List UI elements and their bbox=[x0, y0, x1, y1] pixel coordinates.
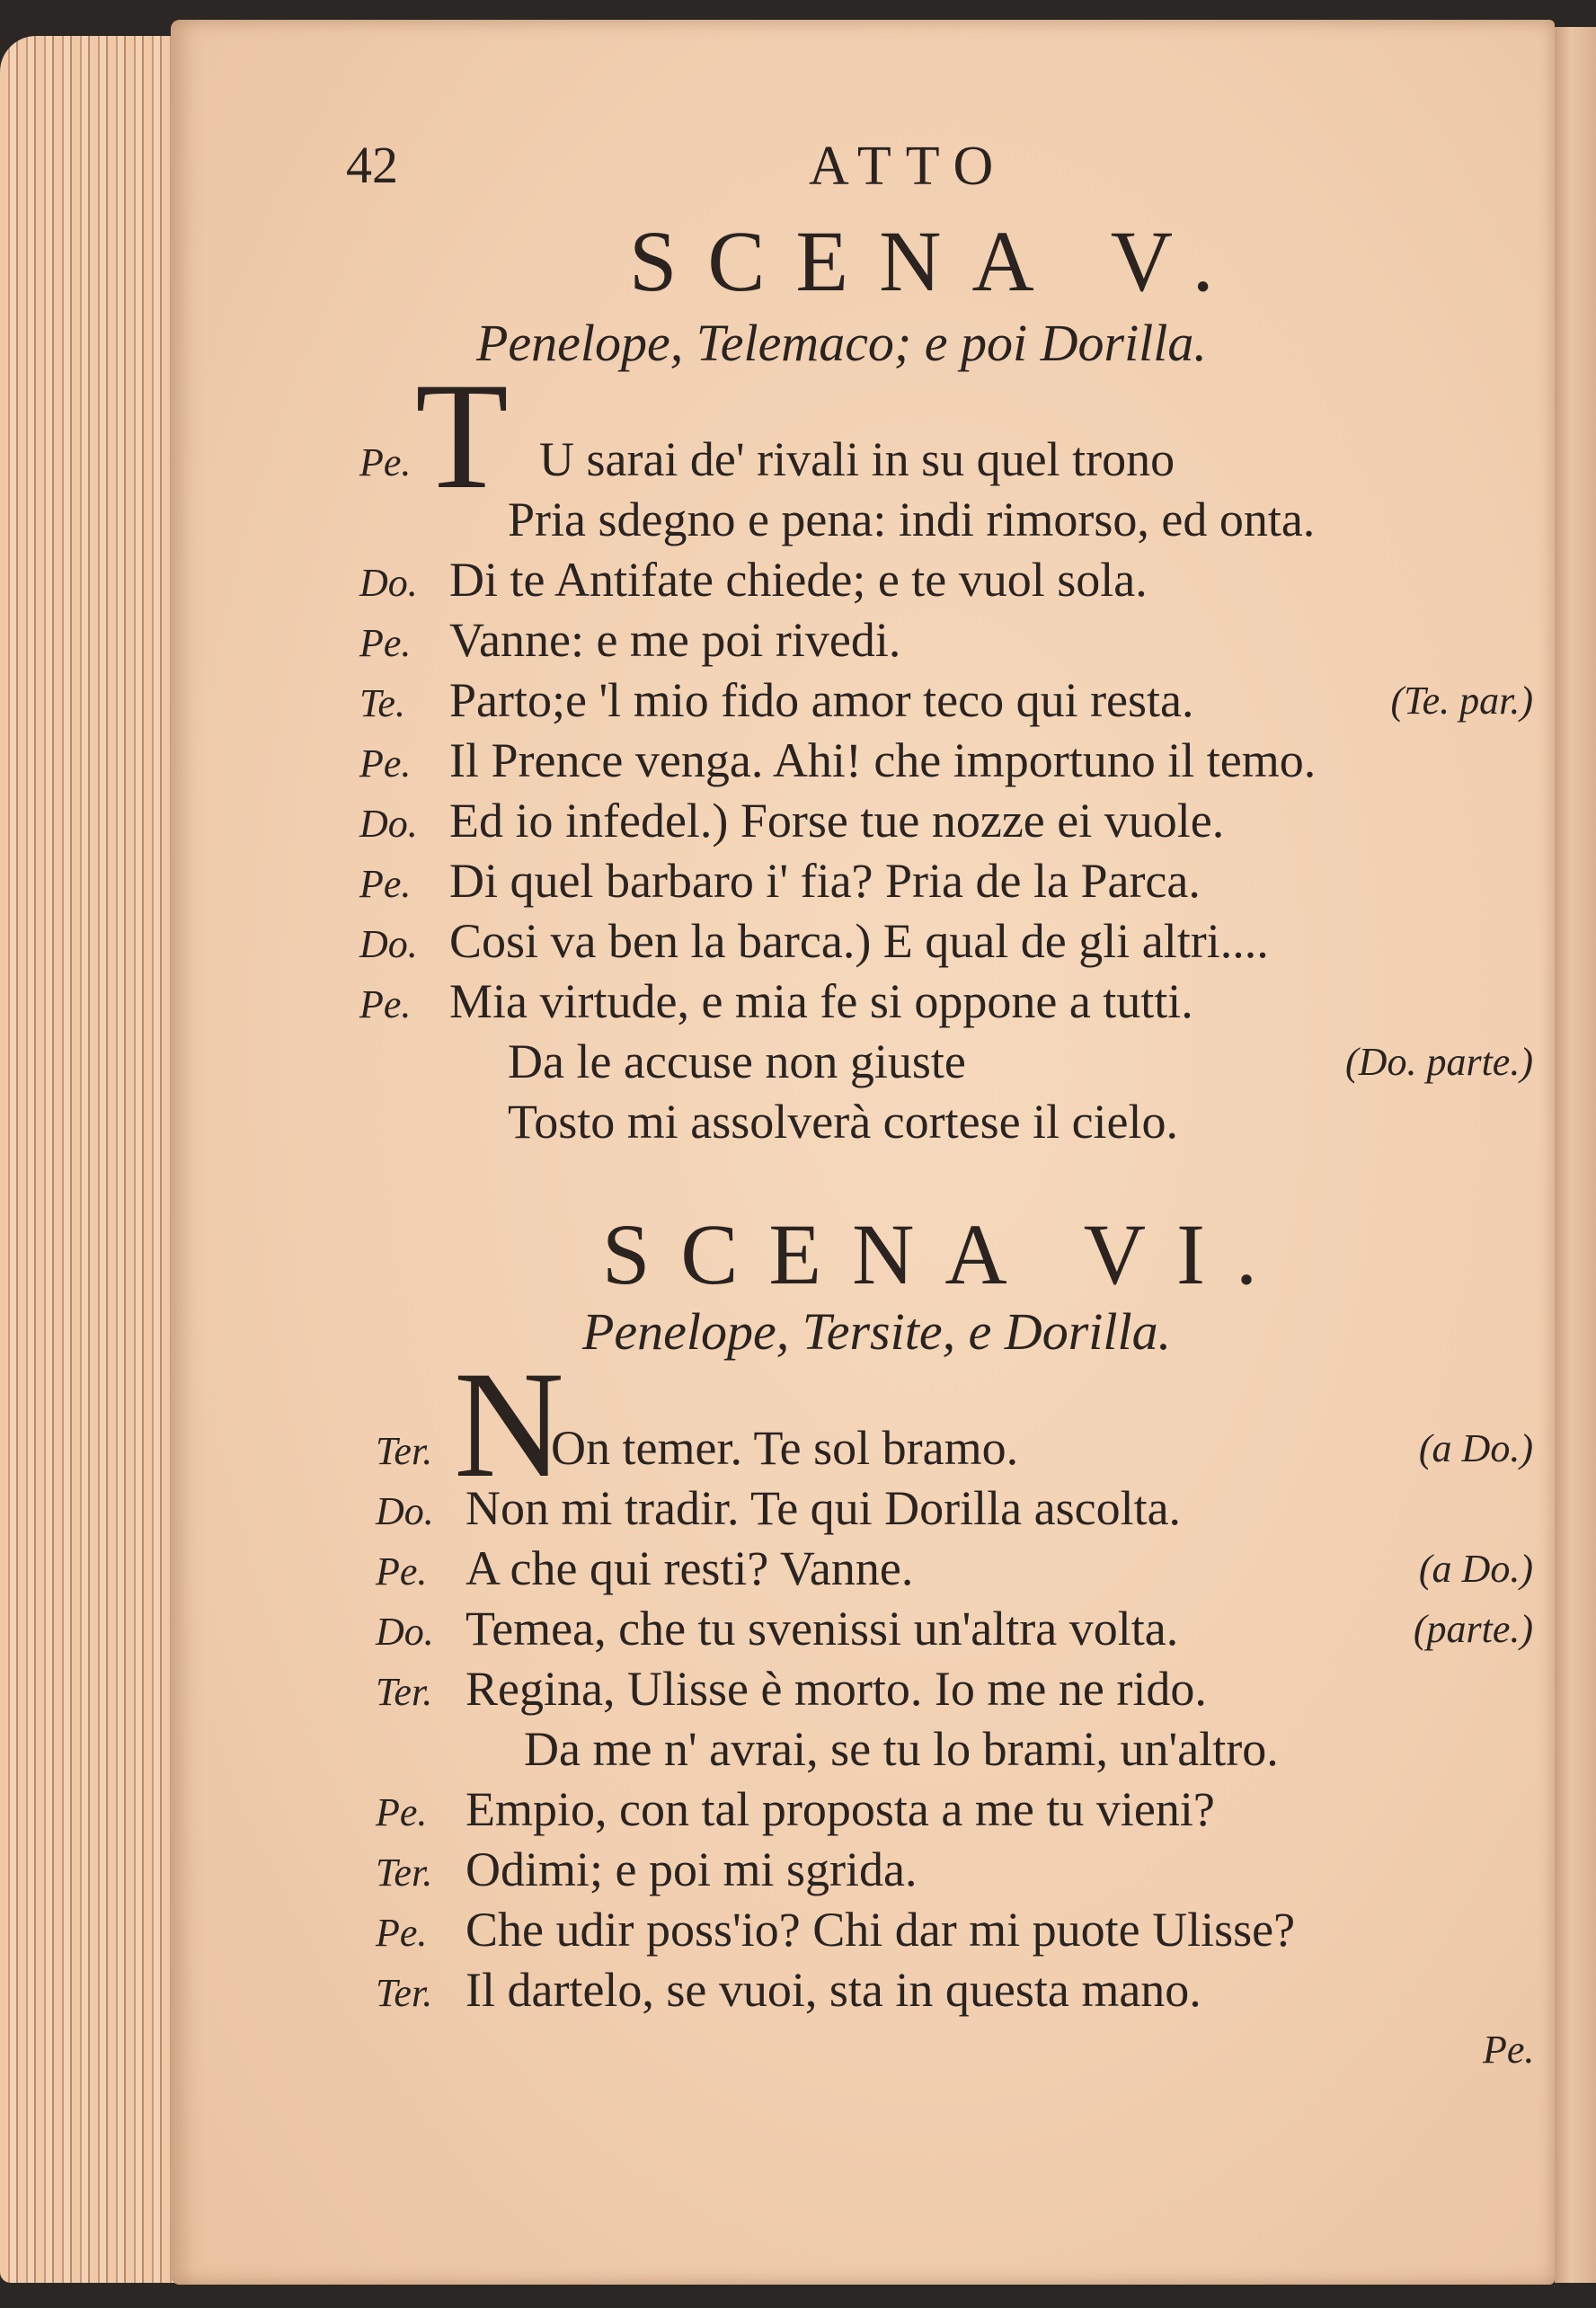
verse-line bbox=[359, 853, 1201, 909]
speaker-abbrev: Pe. bbox=[359, 741, 412, 786]
stage-direction: (a Do.) bbox=[1418, 1547, 1533, 1591]
speaker-abbrev: Pe. bbox=[359, 862, 412, 906]
verse-line bbox=[376, 1842, 917, 1897]
verse-text: Mia virtude, e mia fe si oppone a tutti. bbox=[449, 974, 1193, 1028]
verse-text: Temea, che tu svenissi un'altra volta. bbox=[466, 1602, 1179, 1656]
verse-text: Il dartelo, se vuoi, sta in questa mano. bbox=[466, 1963, 1201, 2017]
catchword: Pe. bbox=[1483, 2028, 1535, 2072]
stacked-page-edges bbox=[0, 36, 198, 2283]
verse-text: Non mi tradir. Te qui Dorilla ascolta. bbox=[466, 1481, 1182, 1535]
verse-text: Cosi va ben la barca.) E qual de gli altri.... bbox=[449, 914, 1269, 968]
verse-text: Tosto mi assolverà cortese il cielo. bbox=[508, 1095, 1179, 1149]
verse-line bbox=[376, 1420, 1018, 1476]
scene-6-heading: SCENA VI. bbox=[602, 1206, 1288, 1302]
verse-line bbox=[376, 1902, 1295, 1957]
verse-text: On temer. Te sol bramo. bbox=[551, 1421, 1019, 1475]
speaker-abbrev: Ter. bbox=[376, 1851, 433, 1895]
verse-line bbox=[376, 1962, 1201, 2018]
verse-line bbox=[359, 612, 900, 668]
verse-text: Vanne: e me poi rivedi. bbox=[449, 613, 901, 667]
verse-text: Da me n' avrai, se tu lo brami, un'altro. bbox=[524, 1722, 1279, 1776]
speaker-abbrev: Pe. bbox=[359, 440, 412, 484]
speaker-abbrev: Ter. bbox=[376, 1429, 433, 1473]
verse-text: Parto;e 'l mio fido amor teco qui resta. bbox=[449, 673, 1194, 727]
speaker-abbrev: Te. bbox=[359, 681, 405, 725]
speaker-abbrev: Do. bbox=[376, 1610, 434, 1654]
verse-text: U sarai de' rivali in su quel trono bbox=[539, 432, 1175, 486]
speaker-abbrev: Do. bbox=[359, 802, 418, 846]
stage-direction: (Te. par.) bbox=[1390, 679, 1533, 723]
verse-text: Empio, con tal proposta a me tu vieni? bbox=[466, 1782, 1215, 1836]
verse-text: Che udir poss'io? Chi dar mi puote Ulisse? bbox=[466, 1903, 1296, 1957]
verse-line bbox=[376, 1781, 1215, 1837]
speaker-abbrev: Ter. bbox=[376, 1971, 433, 2015]
speaker-abbrev: Pe. bbox=[359, 982, 412, 1026]
speaker-abbrev: Pe. bbox=[376, 1790, 428, 1834]
verse-text: A che qui resti? Vanne. bbox=[466, 1541, 914, 1595]
verse-line bbox=[359, 1034, 966, 1089]
verse-line bbox=[359, 492, 1315, 547]
verse-text: Pria sdegno e pena: indi rimorso, ed onta. bbox=[508, 493, 1316, 546]
page-number: 42 bbox=[346, 136, 398, 194]
speaker-abbrev: Do. bbox=[359, 561, 418, 605]
speaker-abbrev: Ter. bbox=[376, 1670, 433, 1714]
speaker-abbrev: Pe. bbox=[376, 1549, 428, 1593]
verse-line bbox=[359, 552, 1148, 608]
verse-line bbox=[359, 732, 1316, 788]
verse-line bbox=[376, 1721, 1279, 1777]
verse-text: Da le accuse non giuste bbox=[508, 1034, 966, 1088]
scene-6-drop-cap: N bbox=[454, 1340, 564, 1509]
stage-direction: (a Do.) bbox=[1418, 1426, 1533, 1470]
verse-line bbox=[359, 793, 1224, 848]
running-head: ATTO bbox=[809, 136, 1008, 197]
stage-direction: (parte.) bbox=[1413, 1607, 1533, 1651]
stage-direction: (Do. parte.) bbox=[1345, 1040, 1533, 1084]
verse-text: Di quel barbaro i' fia? Pria de la Parca. bbox=[449, 854, 1201, 908]
verse-line bbox=[376, 1480, 1181, 1536]
verse-line bbox=[359, 1094, 1178, 1150]
verse-text: Odimi; e poi mi sgrida. bbox=[466, 1842, 918, 1896]
speaker-abbrev: Pe. bbox=[359, 621, 412, 665]
verse-line bbox=[359, 913, 1269, 969]
scene-5-drop-cap: T bbox=[415, 351, 509, 520]
facing-page-edge bbox=[1555, 27, 1596, 2283]
scene-5-heading: SCENA V. bbox=[629, 213, 1245, 309]
verse-text: Ed io infedel.) Forse tue nozze ei vuole. bbox=[449, 794, 1225, 848]
scene-5-persons: Penelope, Telemaco; e poi Dorilla. bbox=[476, 314, 1207, 372]
verse-line bbox=[359, 973, 1193, 1029]
verse-line bbox=[376, 1661, 1207, 1717]
speaker-abbrev: Do. bbox=[376, 1489, 434, 1533]
verse-line bbox=[376, 1540, 913, 1596]
speaker-abbrev: Pe. bbox=[376, 1911, 428, 1955]
verse-text: Il Prence venga. Ahi! che importuno il temo. bbox=[449, 733, 1317, 787]
scene-6-persons: Penelope, Tersite, e Dorilla. bbox=[582, 1302, 1172, 1361]
verse-line bbox=[359, 431, 1175, 487]
verse-line bbox=[359, 672, 1194, 728]
verse-text: Regina, Ulisse è morto. Io me ne rido. bbox=[466, 1662, 1207, 1716]
verse-text: Di te Antifate chiede; e te vuol sola. bbox=[449, 553, 1148, 607]
speaker-abbrev: Do. bbox=[359, 922, 418, 966]
verse-line bbox=[376, 1601, 1178, 1656]
